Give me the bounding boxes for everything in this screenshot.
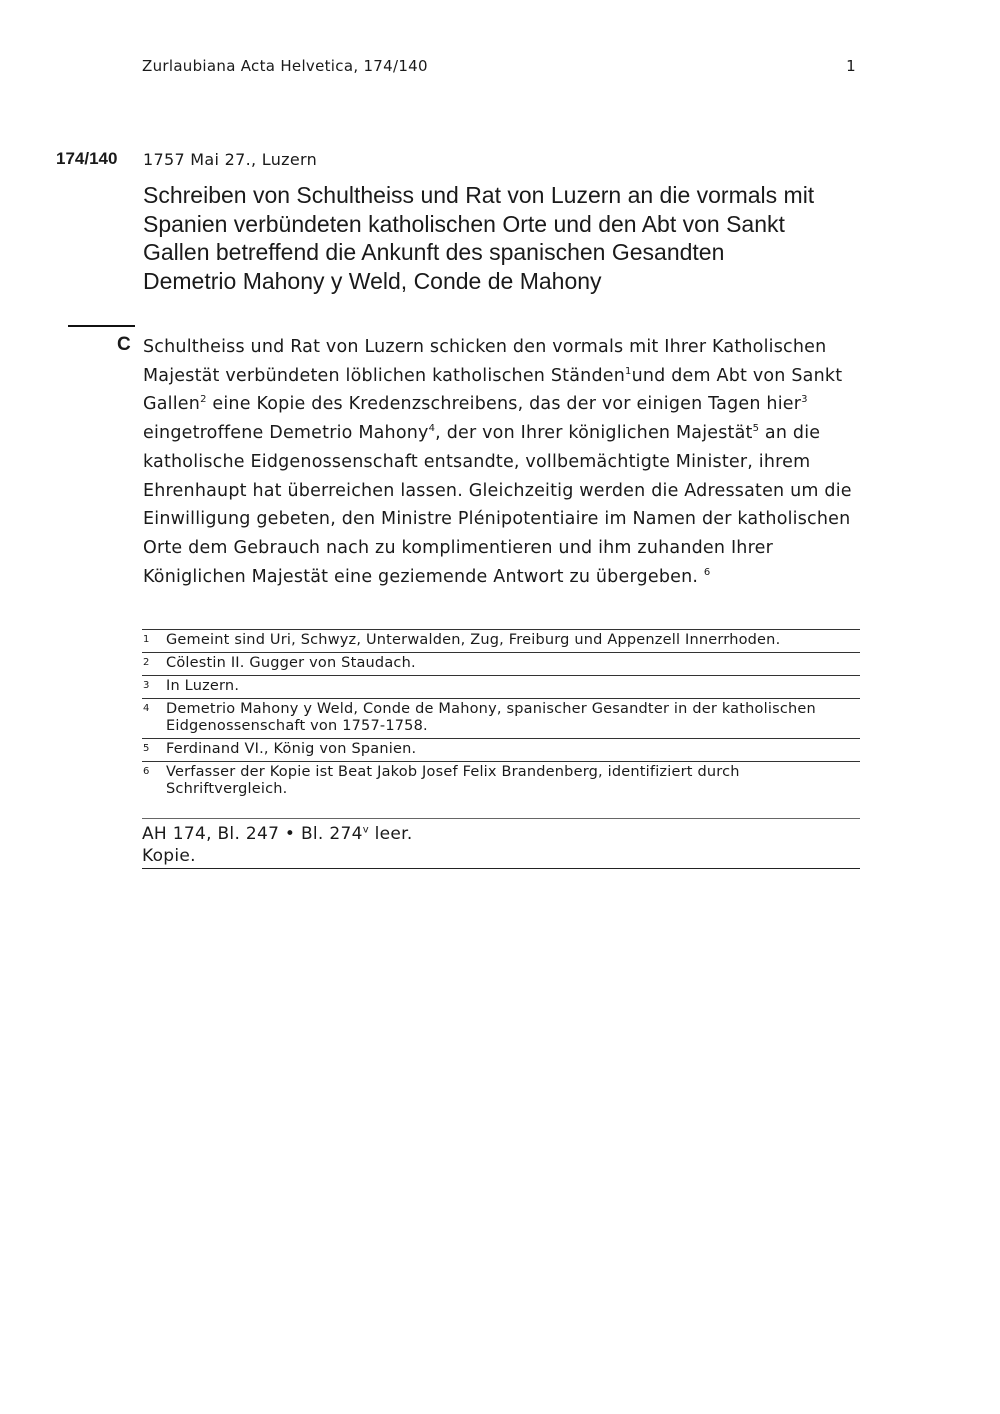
footnote-mark: 6 bbox=[143, 766, 150, 777]
document-title bbox=[143, 181, 863, 295]
regest-text-fragment: Gallen bbox=[143, 394, 201, 415]
footnote-text: In Luzern. bbox=[166, 678, 240, 694]
source-text: AH 174, Bl. 247 • Bl. 274 bbox=[142, 824, 363, 844]
copy-marker: C bbox=[117, 334, 131, 355]
regest-text-fragment: Königlichen Majestät eine geziemende Antwort zu übergeben. bbox=[143, 566, 699, 587]
document-date-place: 1757 Mai 27., Luzern bbox=[143, 150, 318, 169]
source-superscript: v bbox=[362, 824, 369, 836]
regest-line bbox=[143, 362, 873, 391]
title-line: Schreiben von Schultheiss und Rat von Luzern an die vormals mit bbox=[143, 182, 815, 208]
regest-line bbox=[143, 563, 873, 592]
regest-text-fragment: , der von Ihrer königlichen Majestät bbox=[435, 423, 753, 444]
footnote-ref[interactable]: 6 bbox=[703, 566, 711, 578]
title-line: Spanien verbündeten katholischen Orte und den Abt von Sankt bbox=[143, 210, 785, 237]
footnotes bbox=[142, 629, 860, 801]
document-number: 174/140 bbox=[56, 149, 118, 168]
regest-text bbox=[143, 333, 873, 591]
title-line: Demetrio Mahony y Weld, Conde de Mahony bbox=[143, 267, 602, 294]
source-line: Kopie. bbox=[142, 846, 196, 866]
footnote-mark: 4 bbox=[143, 703, 150, 714]
footnote bbox=[142, 761, 860, 801]
page-number: 1 bbox=[846, 57, 856, 75]
footnote-ref[interactable]: 1 bbox=[625, 365, 632, 377]
footnote-mark: 2 bbox=[143, 657, 150, 668]
footnote bbox=[142, 629, 860, 652]
footnote-mark: 3 bbox=[143, 680, 150, 691]
footnote-text: Demetrio Mahony y Weld, Conde de Mahony, spanischer Gesandter in der katholischen Eidgenossenschaft von 1757-1758. bbox=[166, 701, 816, 734]
footnote-text: Cölestin II. Gugger von Staudach. bbox=[166, 655, 416, 671]
footnote-ref[interactable]: 3 bbox=[801, 394, 808, 406]
footnote-text: Verfasser der Kopie ist Beat Jakob Josef Felix Brandenberg, identifiziert durch Schriftvergleich. bbox=[166, 764, 740, 797]
footnote-ref[interactable]: 4 bbox=[428, 423, 436, 435]
footnote bbox=[142, 698, 860, 738]
page-header bbox=[142, 57, 860, 79]
source-line bbox=[142, 823, 860, 845]
section-divider bbox=[68, 325, 135, 327]
regest-text-fragment: Majestät verbündeten löblichen katholischen Ständen bbox=[143, 365, 626, 386]
footnote-text: Gemeint sind Uri, Schwyz, Unterwalden, Zug, Freiburg und Appenzell Innerrhoden. bbox=[166, 632, 781, 648]
footnote-ref[interactable]: 2 bbox=[200, 394, 207, 406]
regest-text-fragment: eingetroffene Demetrio Mahony bbox=[143, 423, 429, 444]
regest-line bbox=[143, 419, 873, 448]
regest-line: katholische Eidgenossenschaft entsandte, vollbemächtigte Minister, ihrem bbox=[143, 451, 811, 472]
footnote-mark: 1 bbox=[143, 634, 150, 645]
regest-line: Schultheiss und Rat von Luzern schicken den vormals mit Ihrer Katholischen bbox=[143, 337, 827, 357]
regest-line bbox=[143, 390, 873, 419]
source-text: leer. bbox=[368, 824, 413, 844]
regest-line: Ehrenhaupt hat überreichen lassen. Gleichzeitig werden die Adressaten um die bbox=[143, 480, 852, 501]
regest-text-fragment: an die bbox=[759, 423, 821, 444]
footnote-ref[interactable]: 5 bbox=[752, 423, 760, 435]
source-citation bbox=[142, 818, 860, 869]
regest-text-fragment: und dem Abt von Sankt bbox=[631, 365, 843, 386]
footnote bbox=[142, 675, 860, 698]
footnote-mark: 5 bbox=[143, 743, 150, 754]
regest-text-fragment: eine Kopie des Kredenzschreibens, das der vor einigen Tagen hier bbox=[206, 394, 802, 415]
footnote bbox=[142, 738, 860, 761]
running-title: Zurlaubiana Acta Helvetica, 174/140 bbox=[142, 57, 428, 75]
regest-line: Einwilligung gebeten, den Ministre Plénipotentiaire im Namen der katholischen bbox=[143, 509, 851, 530]
footnote-text: Ferdinand VI., König von Spanien. bbox=[166, 741, 417, 757]
regest-line: Orte dem Gebrauch nach zu komplimentieren und ihm zuhanden Ihrer bbox=[143, 537, 773, 558]
footnote bbox=[142, 652, 860, 675]
title-line: Gallen betreffend die Ankunft des spanischen Gesandten bbox=[143, 239, 725, 265]
